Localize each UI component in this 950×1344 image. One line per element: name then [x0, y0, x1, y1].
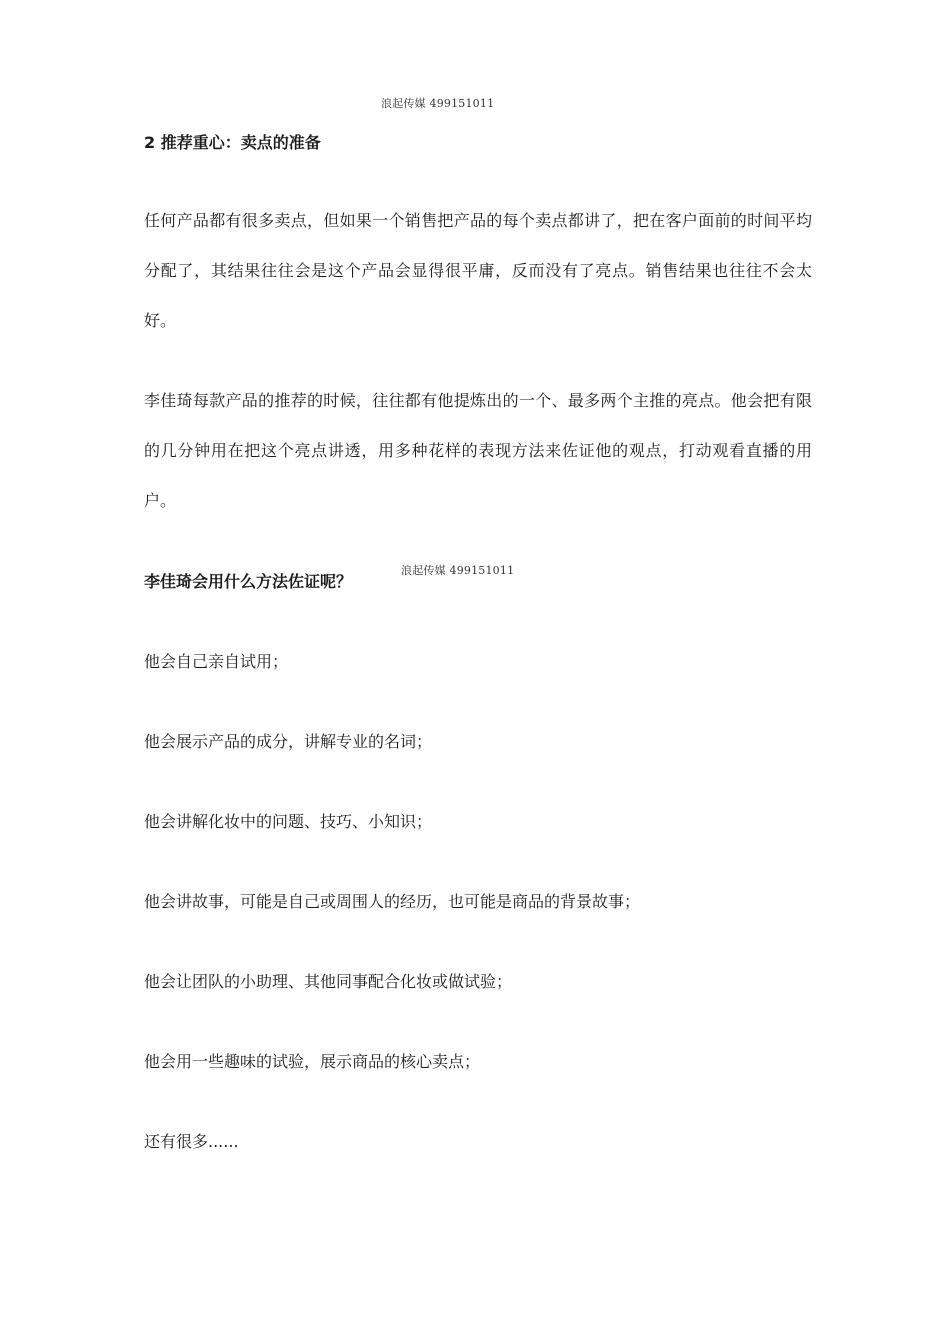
method-item: 他会让团队的小助理、其他同事配合化妆或做试验；: [144, 972, 513, 991]
watermark-top: 浪起传媒 499151011: [381, 97, 495, 110]
method-item: 他会展示产品的成分，讲解专业的名词；: [144, 732, 433, 751]
method-item: 他会自己亲自试用；: [144, 652, 289, 671]
method-item: 他会讲解化妆中的问题、技巧、小知识；: [144, 812, 433, 831]
watermark-middle: 浪起传媒 499151011: [401, 564, 515, 577]
paragraph-selling-points: 任何产品都有很多卖点，但如果一个销售把产品的每个卖点都讲了，把在客户面前的时间平均分配了，其结果往往会是这个产品会显得很平庸，反而没有了亮点。销售结果也往往不会太好。: [144, 211, 812, 330]
section-heading: 2 推荐重心：卖点的准备: [144, 133, 321, 152]
method-item-more: 还有很多......: [144, 1132, 239, 1151]
paragraph-li-jiaqi: 李佳琦每款产品的推荐的时候，往往都有他提炼出的一个、最多两个主推的亮点。他会把有限的几分钟用在把这个亮点讲透，用多种花样的表现方法来佐证他的观点，打动观看直播的用户。: [144, 391, 812, 510]
method-item: 他会讲故事，可能是自己或周围人的经历，也可能是商品的背景故事；: [144, 892, 641, 911]
question-heading: 李佳琦会用什么方法佐证呢？: [144, 572, 353, 591]
method-item: 他会用一些趣味的试验，展示商品的核心卖点；: [144, 1052, 481, 1071]
